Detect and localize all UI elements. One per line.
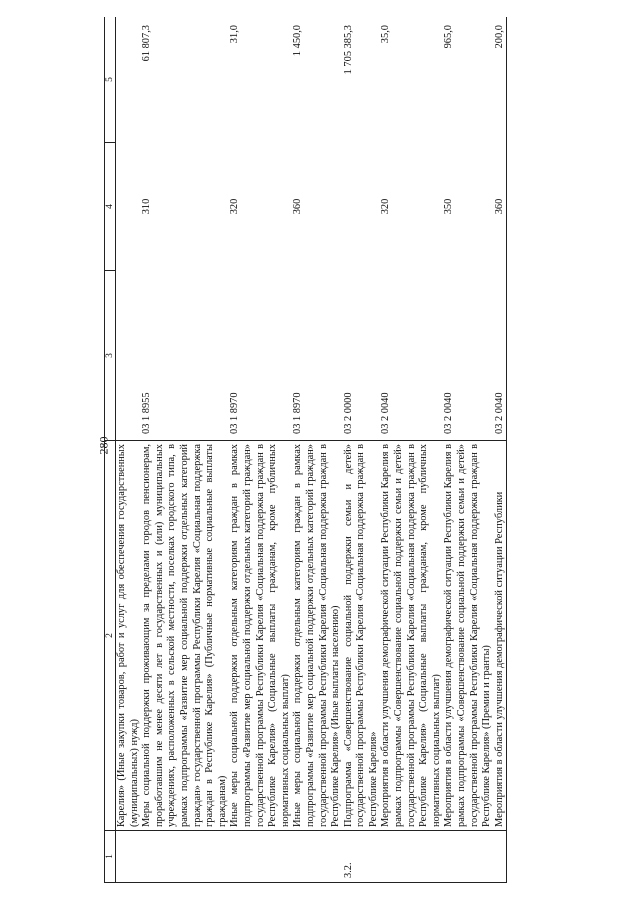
header-col-5: 5: [105, 17, 116, 143]
row-number: [443, 831, 493, 883]
row-number: [141, 831, 229, 883]
header-col-3: 3: [105, 271, 116, 441]
row-amount: 1 705 385,3: [343, 17, 381, 143]
row-amount: 61 807,3: [141, 17, 229, 143]
row-code: 03 2 0040: [380, 392, 392, 434]
row-type: 310: [141, 198, 153, 215]
row-number: [116, 831, 142, 883]
row-name: Иные меры социальной поддержки отдельным категориям граждан в рамках подпрограммы «Развитие мер социальной поддержки отдельных категорий граждан» государственной программы Республики Карелия «Социальная поддержка граждан в Республике Карелия» (Социальные выплаты гражданам, кроме публичных нормативных социальных выплат): [229, 441, 292, 831]
table-row: [343, 17, 381, 883]
row-amount: [116, 17, 142, 143]
table-row: [494, 17, 507, 883]
row-code: 03 1 8955: [141, 392, 153, 434]
row-code: 03 2 0040: [494, 271, 507, 441]
row-amount: 35,0: [380, 17, 443, 143]
row-name: Мероприятия в области улучшения демографической ситуации Республики Карелия в рамках подпрограммы «Совершенствование социальной поддержки семьи и детей» государственной программы Республики Карелия «Социальная поддержка граждан в Республике Карелия» (Премии и гранты): [443, 441, 493, 831]
row-name: Подпрограмма «Совершенствование социальной поддержки семьи и детей» государственной программы Республики Карелия «Социальная поддержка граждан в Республике Карелия»: [343, 441, 381, 831]
table-row: [141, 17, 229, 883]
table-body: [116, 17, 507, 883]
row-amount: 200,0: [494, 17, 507, 143]
header-col-4: 4: [105, 143, 116, 271]
rotated-page: [104, 17, 612, 883]
row-amount: 965,0: [443, 17, 493, 143]
row-name: Карелия» (Иные закупки товаров, работ и услуг для обеспечения государственных (муниципальных) нужд): [116, 441, 142, 831]
header-row: [105, 17, 116, 883]
row-number: 3.2.: [343, 831, 381, 883]
table-row: [229, 17, 292, 883]
row-name: Мероприятия в области улучшения демографической ситуации Республики: [494, 441, 507, 831]
row-type: 320: [229, 198, 241, 215]
budget-table: [104, 17, 507, 883]
row-type: [343, 143, 381, 271]
row-code: 03 1 8970: [229, 392, 241, 434]
row-number: [380, 831, 443, 883]
row-type: 360: [292, 198, 304, 215]
table-row: [443, 17, 493, 883]
row-number: [292, 831, 342, 883]
header-col-2: 2: [105, 441, 116, 831]
table-row: [116, 17, 142, 883]
row-code: 03 2 0040: [443, 392, 455, 434]
row-type: 360: [494, 143, 507, 271]
page-number: 280: [96, 436, 111, 455]
row-code: [116, 271, 142, 441]
row-type: [116, 143, 142, 271]
table-row: [292, 17, 342, 883]
row-code: 03 1 8970: [292, 392, 304, 434]
row-code: 03 2 0000: [342, 392, 354, 434]
header-col-1: 1: [105, 831, 116, 883]
row-type: 350: [443, 198, 455, 215]
table-row: [380, 17, 443, 883]
row-amount: 31,0: [229, 17, 292, 143]
landscape-content: [104, 17, 612, 883]
row-amount: 1 450,0: [292, 17, 342, 143]
row-name: Меры социальной поддержки проживающим за пределами городов пенсионерам, проработавшим не менее десяти лет в государственных и (или) муниципальных учреждениях, расположенных в сельской местности, поселках городского типа, в рамках подпрограммы «Развитие мер социальной поддержки отдельных категорий граждан» государственной программы Республики Карелия «Социальная поддержка граждан в Республике Карелия» (Публичные нормативные социальные выплаты гражданам): [141, 441, 229, 831]
row-name: Мероприятия в области улучшения демографической ситуации Республики Карелия в рамках подпрограммы «Совершенствование социальной поддержки семьи и детей» государственной программы Республики Карелия «Социальная поддержка граждан в Республике Карелия» (Социальные выплаты гражданам, кроме публичных нормативных социальных выплат): [380, 441, 443, 831]
row-name: Иные меры социальной поддержки отдельным категориям граждан в рамках подпрограммы «Развитие мер социальной поддержки отдельных категорий граждан» государственной программы Республики Карелия «Социальная поддержка граждан в Республике Карелия» (Иные выплаты населению): [292, 441, 342, 831]
row-number: [494, 831, 507, 883]
row-type: 320: [380, 198, 392, 215]
row-number: [229, 831, 292, 883]
